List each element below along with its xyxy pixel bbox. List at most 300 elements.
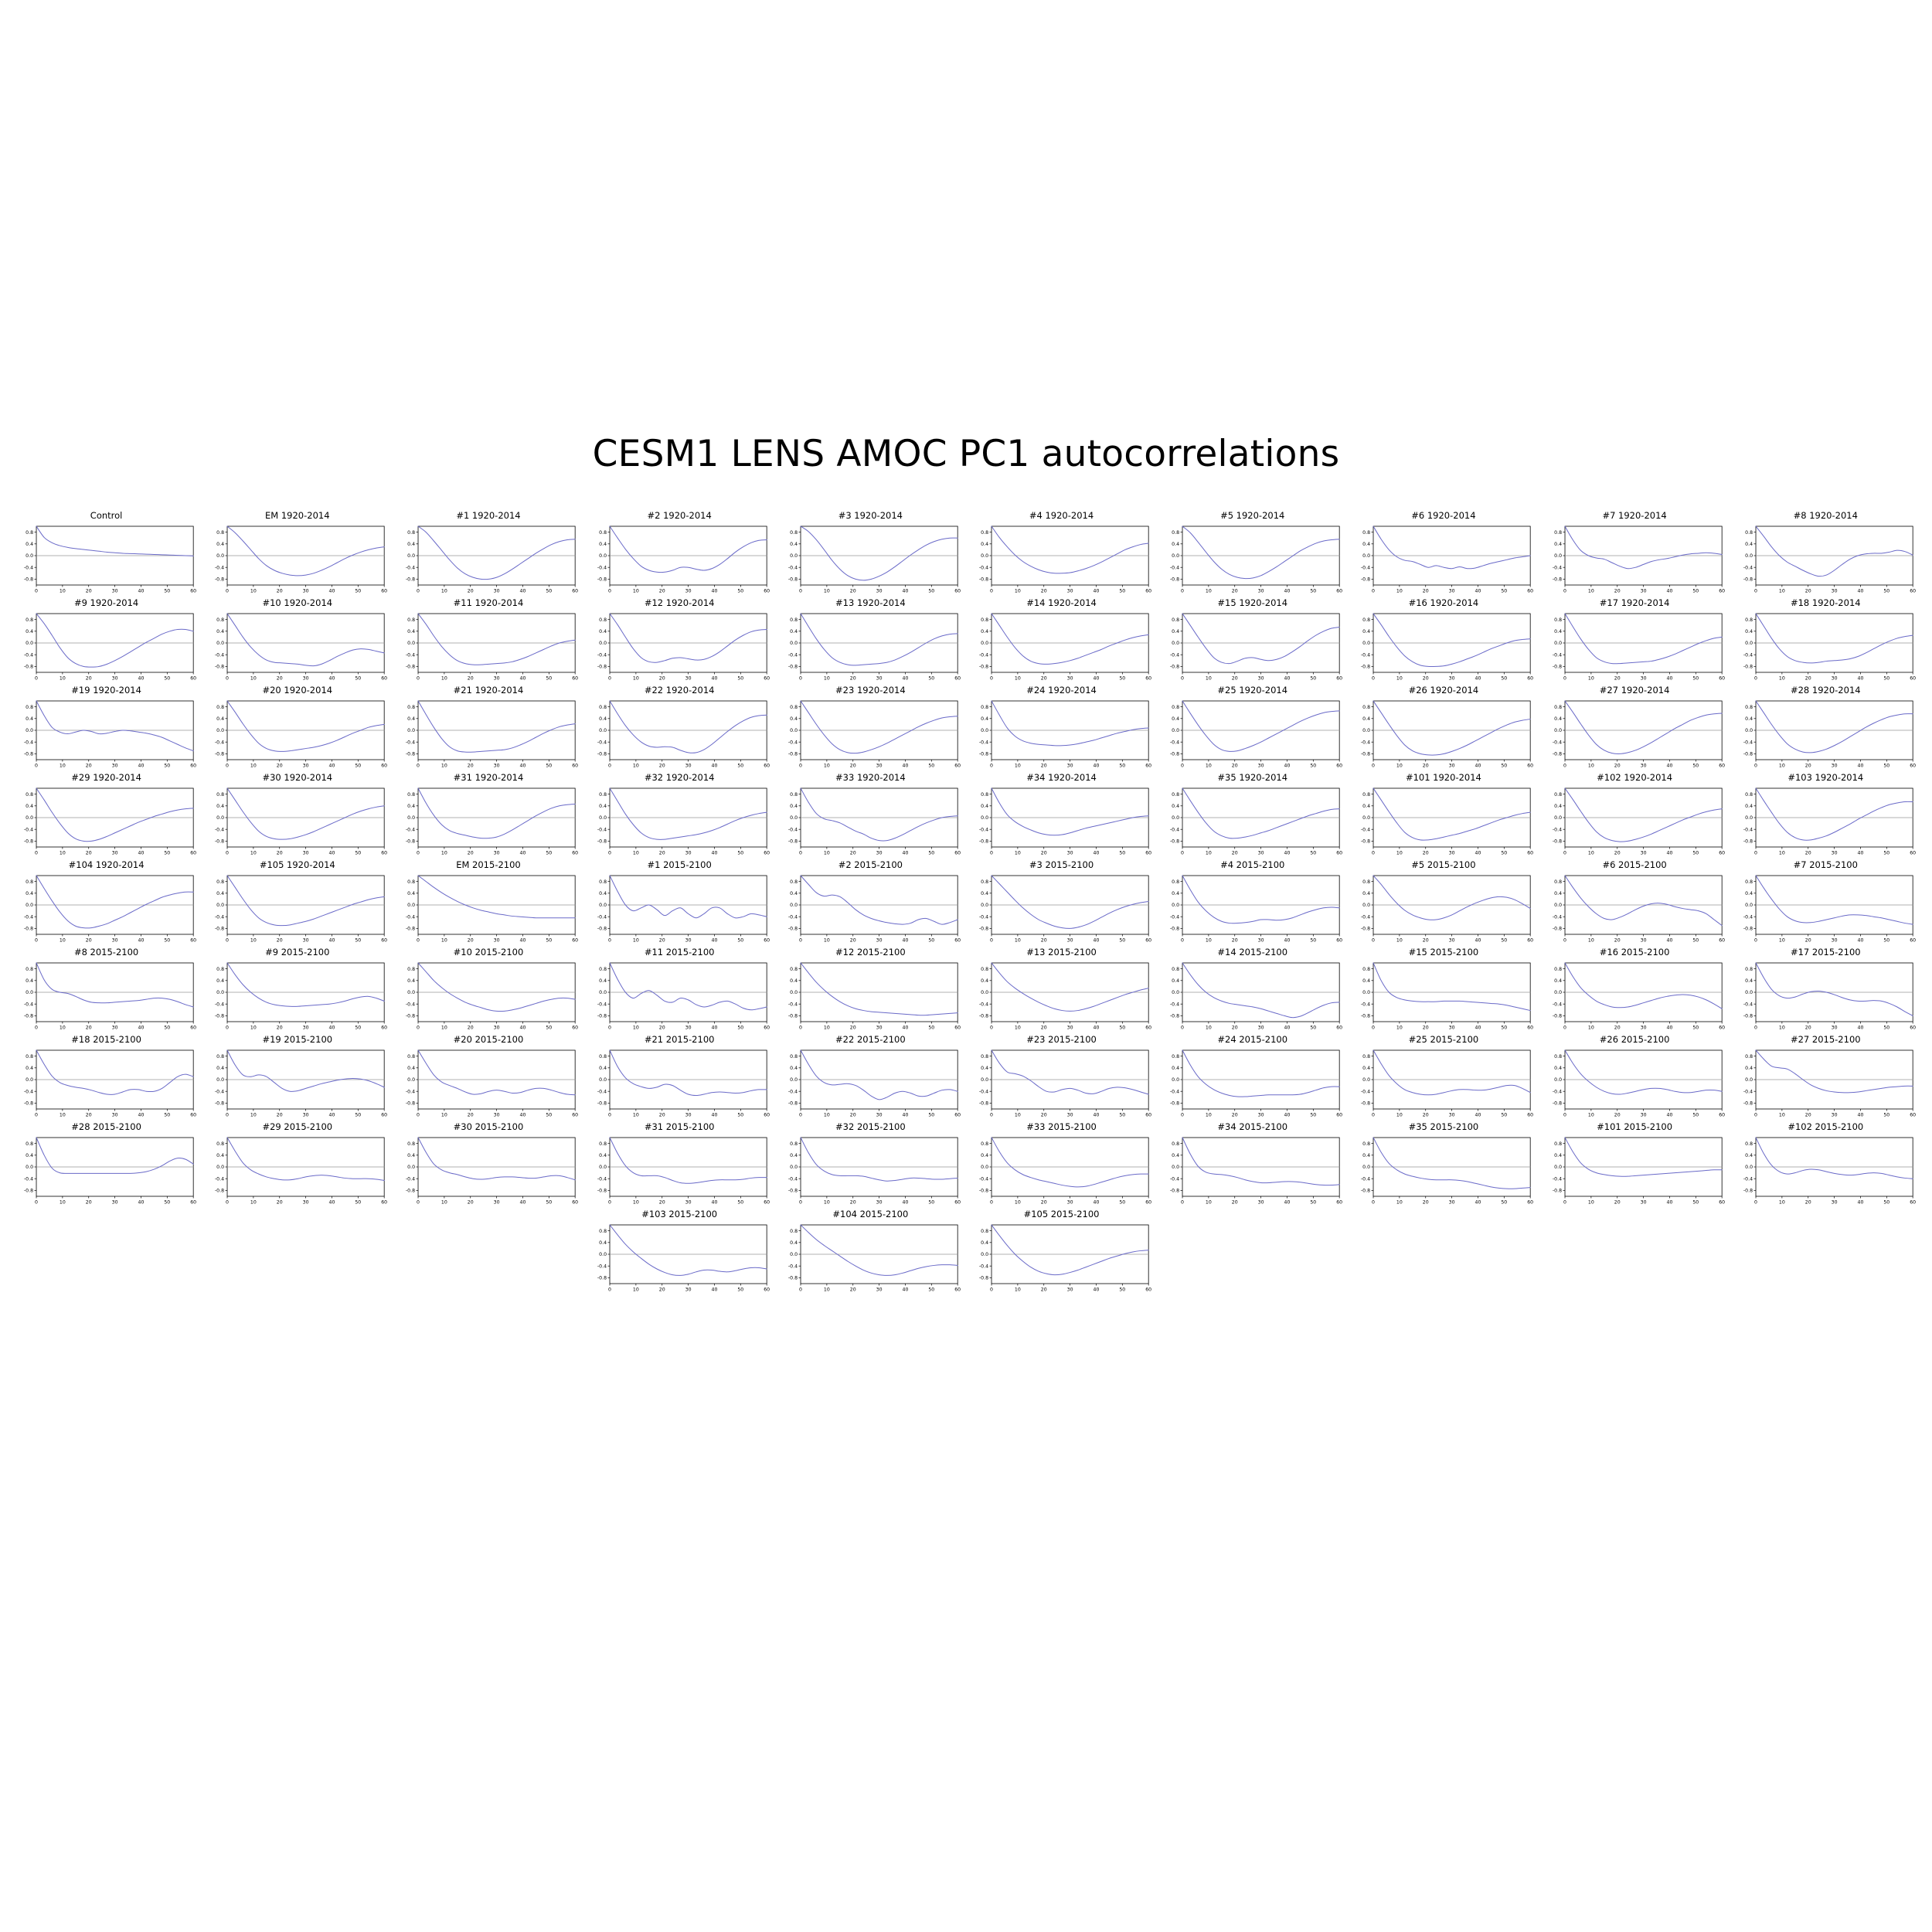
- svg-text:60: 60: [763, 588, 770, 594]
- svg-text:-0.8: -0.8: [978, 664, 988, 670]
- acf-panel[interactable]: [393, 772, 583, 859]
- acf-panel[interactable]: [1539, 1034, 1730, 1121]
- panel-plot-area[interactable]: [1159, 958, 1345, 1034]
- svg-text:0.8: 0.8: [981, 529, 988, 536]
- svg-text:0.0: 0.0: [26, 1165, 34, 1171]
- acf-panel[interactable]: [11, 859, 202, 947]
- panel-plot-area[interactable]: [777, 522, 964, 597]
- svg-text:60: 60: [763, 1199, 770, 1206]
- panel-plot-area[interactable]: [204, 696, 390, 772]
- acf-panel[interactable]: [202, 1034, 393, 1121]
- panel-plot-area[interactable]: [395, 871, 581, 947]
- acf-panel[interactable]: [1157, 772, 1348, 859]
- panel-plot-area[interactable]: [587, 1220, 773, 1296]
- acf-panel[interactable]: [393, 597, 583, 685]
- svg-text:0.4: 0.4: [598, 978, 607, 984]
- svg-text:40: 40: [138, 850, 145, 856]
- panel-title: #1 2015-2100: [647, 859, 712, 870]
- svg-text:10: 10: [823, 588, 830, 594]
- acf-panel[interactable]: [1348, 859, 1539, 947]
- panel-plot-area[interactable]: [204, 1046, 390, 1121]
- svg-text:0.4: 0.4: [789, 1066, 798, 1071]
- acf-panel[interactable]: [1730, 859, 1921, 947]
- acf-panel[interactable]: [966, 1034, 1157, 1121]
- svg-text:-0.8: -0.8: [1552, 1013, 1562, 1019]
- svg-text:0.4: 0.4: [1362, 804, 1371, 809]
- acf-panel[interactable]: [1157, 685, 1348, 772]
- svg-text:20: 20: [1231, 588, 1238, 594]
- svg-text:0.4: 0.4: [1172, 629, 1180, 634]
- acf-panel[interactable]: [584, 859, 775, 947]
- panel-plot-area[interactable]: [1542, 522, 1728, 597]
- acf-panel[interactable]: [1157, 947, 1348, 1034]
- panel-plot-area[interactable]: [395, 696, 581, 772]
- acf-panel[interactable]: [11, 597, 202, 685]
- panel-plot-area[interactable]: [1733, 522, 1919, 597]
- svg-text:40: 40: [328, 1199, 335, 1206]
- panel-title: Control: [90, 510, 123, 521]
- acf-panel[interactable]: [1539, 510, 1730, 597]
- panel-plot-area[interactable]: [968, 958, 1155, 1034]
- panel-title: #29 2015-2100: [262, 1121, 333, 1132]
- panel-plot-area[interactable]: [968, 522, 1155, 597]
- acf-panel[interactable]: [966, 1209, 1157, 1296]
- svg-text:0.4: 0.4: [981, 978, 988, 984]
- svg-text:10: 10: [1206, 675, 1212, 682]
- svg-text:40: 40: [902, 588, 909, 594]
- panel-plot-area[interactable]: [1350, 1046, 1536, 1121]
- acf-panel[interactable]: [1157, 510, 1348, 597]
- acf-panel[interactable]: [775, 1121, 966, 1209]
- svg-text:30: 30: [1066, 763, 1073, 769]
- svg-text:0.0: 0.0: [789, 990, 798, 996]
- panel-plot-area[interactable]: [777, 1133, 964, 1209]
- panel-plot-area[interactable]: [1350, 784, 1536, 859]
- panel-plot-area[interactable]: [968, 871, 1155, 947]
- svg-text:0: 0: [989, 588, 993, 594]
- panel-plot-area[interactable]: [204, 1133, 390, 1209]
- panel-plot-area[interactable]: [1542, 871, 1728, 947]
- panel-plot-area[interactable]: [13, 696, 199, 772]
- panel-plot-area[interactable]: [777, 784, 964, 859]
- panel-plot-area[interactable]: [587, 696, 773, 772]
- acf-panel[interactable]: [966, 597, 1157, 685]
- acf-panel[interactable]: [393, 947, 583, 1034]
- acf-panel[interactable]: [775, 685, 966, 772]
- panel-plot-area[interactable]: [1542, 958, 1728, 1034]
- svg-text:10: 10: [59, 588, 66, 594]
- panel-plot-area[interactable]: [1350, 871, 1536, 947]
- acf-panel[interactable]: [1730, 1121, 1921, 1209]
- panel-plot-area[interactable]: [1542, 696, 1728, 772]
- panel-plot-area[interactable]: [204, 871, 390, 947]
- svg-text:0.4: 0.4: [789, 629, 798, 634]
- acf-panel[interactable]: [1730, 510, 1921, 597]
- svg-text:0: 0: [1753, 675, 1757, 682]
- svg-text:20: 20: [849, 937, 856, 944]
- acf-panel[interactable]: [393, 859, 583, 947]
- svg-text:0: 0: [226, 588, 230, 594]
- acf-panel[interactable]: [393, 685, 583, 772]
- acf-panel[interactable]: [1539, 1121, 1730, 1209]
- svg-text:20: 20: [1040, 675, 1047, 682]
- svg-text:-0.8: -0.8: [1743, 1188, 1753, 1194]
- svg-text:50: 50: [1883, 937, 1889, 944]
- svg-text:40: 40: [138, 937, 145, 944]
- svg-text:60: 60: [1145, 1199, 1152, 1206]
- svg-text:0.8: 0.8: [1362, 1053, 1371, 1060]
- svg-text:0: 0: [798, 1199, 802, 1206]
- acf-panel[interactable]: [202, 597, 393, 685]
- svg-text:-0.8: -0.8: [787, 577, 798, 583]
- panel-plot-area[interactable]: [13, 1133, 199, 1209]
- svg-text:20: 20: [468, 937, 474, 944]
- svg-text:50: 50: [164, 1025, 171, 1031]
- panel-plot-area[interactable]: [587, 871, 773, 947]
- svg-text:0.8: 0.8: [1172, 791, 1180, 798]
- acf-panel[interactable]: [1539, 772, 1730, 859]
- svg-text:0.4: 0.4: [981, 716, 988, 722]
- svg-text:30: 30: [1448, 1025, 1455, 1031]
- acf-panel[interactable]: [1730, 685, 1921, 772]
- svg-text:0.0: 0.0: [981, 1252, 988, 1258]
- svg-text:0.8: 0.8: [26, 966, 34, 972]
- acf-panel[interactable]: [393, 1121, 583, 1209]
- acf-panel[interactable]: [775, 947, 966, 1034]
- svg-text:0.4: 0.4: [216, 629, 225, 634]
- svg-text:0.4: 0.4: [216, 716, 225, 722]
- panel-plot-area[interactable]: [968, 609, 1155, 685]
- svg-text:50: 50: [164, 675, 171, 682]
- acf-panel[interactable]: [1730, 947, 1921, 1034]
- svg-text:60: 60: [1145, 675, 1152, 682]
- svg-text:0.8: 0.8: [216, 791, 225, 798]
- svg-text:50: 50: [736, 1112, 743, 1118]
- acf-panel[interactable]: [584, 1121, 775, 1209]
- svg-text:-0.8: -0.8: [978, 1013, 988, 1019]
- acf-panel[interactable]: [775, 859, 966, 947]
- acf-panel[interactable]: [1348, 685, 1539, 772]
- acf-panel[interactable]: [1348, 510, 1539, 597]
- svg-text:50: 50: [736, 1199, 743, 1206]
- panel-plot-area[interactable]: [777, 609, 964, 685]
- acf-panel[interactable]: [775, 1209, 966, 1296]
- svg-text:0: 0: [1372, 850, 1376, 856]
- panel-plot-area[interactable]: [1733, 696, 1919, 772]
- acf-panel[interactable]: [1348, 947, 1539, 1034]
- svg-text:20: 20: [849, 763, 856, 769]
- svg-text:-0.4: -0.4: [597, 914, 607, 920]
- panel-plot-area[interactable]: [1159, 1133, 1345, 1209]
- svg-text:-0.8: -0.8: [1743, 838, 1753, 845]
- svg-text:40: 40: [711, 850, 717, 856]
- svg-text:20: 20: [276, 1112, 283, 1118]
- panel-plot-area[interactable]: [1542, 609, 1728, 685]
- panel-plot-area[interactable]: [395, 958, 581, 1034]
- acf-panel[interactable]: [584, 597, 775, 685]
- acf-panel[interactable]: [1157, 597, 1348, 685]
- panel-title: EM 1920-2014: [265, 510, 330, 521]
- svg-text:0.8: 0.8: [1362, 704, 1371, 710]
- panel-plot-area[interactable]: [968, 784, 1155, 859]
- acf-panel[interactable]: [11, 510, 202, 597]
- svg-text:30: 30: [302, 675, 309, 682]
- svg-text:0.0: 0.0: [789, 641, 798, 647]
- svg-text:-0.4: -0.4: [1170, 740, 1180, 746]
- panel-plot-area[interactable]: [777, 696, 964, 772]
- svg-text:40: 40: [902, 1112, 909, 1118]
- svg-text:0.4: 0.4: [1172, 716, 1180, 722]
- acf-panel[interactable]: [11, 1034, 202, 1121]
- svg-text:0: 0: [1753, 763, 1757, 769]
- panel-plot-area[interactable]: [777, 958, 964, 1034]
- panel-plot-area[interactable]: [395, 522, 581, 597]
- acf-panel[interactable]: [1730, 1034, 1921, 1121]
- panel-plot-area[interactable]: [13, 871, 199, 947]
- svg-text:0.4: 0.4: [407, 804, 416, 809]
- panel-plot-area[interactable]: [13, 1046, 199, 1121]
- svg-text:0: 0: [798, 850, 802, 856]
- panel-plot-area[interactable]: [1733, 1046, 1919, 1121]
- acf-panel[interactable]: [966, 1121, 1157, 1209]
- panel-plot-area[interactable]: [1350, 696, 1536, 772]
- panel-plot-area[interactable]: [1350, 958, 1536, 1034]
- svg-text:-0.8: -0.8: [215, 664, 225, 670]
- acf-panel[interactable]: [202, 859, 393, 947]
- acf-panel[interactable]: [966, 510, 1157, 597]
- acf-panel[interactable]: [775, 510, 966, 597]
- panel-plot-area[interactable]: [204, 784, 390, 859]
- svg-text:40: 40: [711, 763, 717, 769]
- svg-text:0.4: 0.4: [598, 629, 607, 634]
- svg-text:-0.8: -0.8: [406, 1188, 416, 1194]
- panel-plot-area[interactable]: [968, 696, 1155, 772]
- svg-text:50: 50: [1883, 763, 1889, 769]
- panel-row: [11, 685, 1921, 772]
- svg-text:60: 60: [1336, 850, 1343, 856]
- acf-panel[interactable]: [11, 947, 202, 1034]
- svg-text:-0.8: -0.8: [23, 1013, 34, 1019]
- acf-panel[interactable]: [393, 510, 583, 597]
- svg-text:0: 0: [35, 763, 38, 769]
- acf-panel[interactable]: [966, 859, 1157, 947]
- acf-panel[interactable]: [393, 1034, 583, 1121]
- svg-text:0.8: 0.8: [1362, 529, 1371, 536]
- svg-text:40: 40: [138, 763, 145, 769]
- panel-plot-area[interactable]: [968, 1046, 1155, 1121]
- acf-panel[interactable]: [1348, 772, 1539, 859]
- acf-panel[interactable]: [775, 597, 966, 685]
- panel-plot-area[interactable]: [587, 1133, 773, 1209]
- svg-text:60: 60: [1527, 763, 1534, 769]
- panel-plot-area[interactable]: [1542, 784, 1728, 859]
- acf-panel[interactable]: [966, 947, 1157, 1034]
- panel-plot-area[interactable]: [1733, 609, 1919, 685]
- svg-text:10: 10: [1587, 675, 1594, 682]
- panel-plot-area[interactable]: [204, 522, 390, 597]
- panel-plot-area[interactable]: [1542, 1133, 1728, 1209]
- svg-text:60: 60: [572, 588, 579, 594]
- panel-plot-area[interactable]: [1733, 871, 1919, 947]
- svg-text:-0.4: -0.4: [1743, 914, 1753, 920]
- acf-panel[interactable]: [202, 1121, 393, 1209]
- svg-text:0.4: 0.4: [216, 804, 225, 809]
- svg-text:20: 20: [1614, 763, 1621, 769]
- panel-title: #10 2015-2100: [453, 947, 524, 957]
- svg-text:50: 50: [164, 1112, 171, 1118]
- acf-panel[interactable]: [966, 772, 1157, 859]
- acf-panel[interactable]: [584, 947, 775, 1034]
- panel-plot-area[interactable]: [1733, 958, 1919, 1034]
- panel-plot-area[interactable]: [13, 784, 199, 859]
- panel-plot-area[interactable]: [13, 609, 199, 685]
- svg-text:0.4: 0.4: [216, 1066, 225, 1071]
- svg-text:50: 50: [355, 1199, 362, 1206]
- panel-plot-area[interactable]: [777, 1220, 964, 1296]
- panel-plot-area[interactable]: [968, 1133, 1155, 1209]
- svg-text:40: 40: [902, 675, 909, 682]
- acf-panel[interactable]: [1157, 859, 1348, 947]
- panel-plot-area[interactable]: [777, 1046, 964, 1121]
- svg-text:20: 20: [849, 1287, 856, 1293]
- svg-text:0.0: 0.0: [1744, 815, 1753, 821]
- svg-text:-0.8: -0.8: [978, 1188, 988, 1194]
- svg-text:0.4: 0.4: [26, 804, 34, 809]
- panel-plot-area[interactable]: [1159, 609, 1345, 685]
- svg-text:0.4: 0.4: [1362, 542, 1371, 547]
- acf-panel[interactable]: [202, 947, 393, 1034]
- acf-panel[interactable]: [1539, 859, 1730, 947]
- svg-text:0.4: 0.4: [407, 1066, 416, 1071]
- panel-plot-area[interactable]: [1159, 522, 1345, 597]
- panel-plot-area[interactable]: [587, 522, 773, 597]
- panel-plot-area[interactable]: [587, 784, 773, 859]
- panel-plot-area[interactable]: [13, 958, 199, 1034]
- panel-plot-area[interactable]: [1159, 1046, 1345, 1121]
- panel-title: #23 2015-2100: [1026, 1034, 1097, 1045]
- acf-panel[interactable]: [1539, 685, 1730, 772]
- svg-text:30: 30: [1066, 850, 1073, 856]
- panel-plot-area[interactable]: [1733, 784, 1919, 859]
- acf-panel[interactable]: [584, 510, 775, 597]
- panel-plot-area[interactable]: [777, 871, 964, 947]
- svg-text:50: 50: [1501, 1025, 1508, 1031]
- acf-panel[interactable]: [584, 1034, 775, 1121]
- acf-panel[interactable]: [1730, 597, 1921, 685]
- svg-text:10: 10: [1206, 763, 1212, 769]
- acf-panel[interactable]: [1348, 597, 1539, 685]
- panel-plot-area[interactable]: [1350, 609, 1536, 685]
- panel-plot-area[interactable]: [395, 1133, 581, 1209]
- acf-panel[interactable]: [1348, 1121, 1539, 1209]
- acf-panel[interactable]: [584, 685, 775, 772]
- svg-text:40: 40: [328, 588, 335, 594]
- svg-text:-0.4: -0.4: [597, 652, 607, 658]
- svg-text:10: 10: [250, 588, 257, 594]
- svg-text:0.8: 0.8: [26, 879, 34, 885]
- panel-plot-area[interactable]: [1159, 784, 1345, 859]
- acf-panel[interactable]: [202, 510, 393, 597]
- svg-text:30: 30: [876, 937, 883, 944]
- svg-text:-0.8: -0.8: [787, 838, 798, 845]
- acf-panel[interactable]: [584, 772, 775, 859]
- svg-text:40: 40: [519, 763, 526, 769]
- svg-text:0.8: 0.8: [1553, 1053, 1562, 1060]
- panel-title: #20 2015-2100: [453, 1034, 524, 1045]
- acf-panel[interactable]: [1348, 1034, 1539, 1121]
- panel-plot-area[interactable]: [204, 609, 390, 685]
- acf-panel[interactable]: [1157, 1034, 1348, 1121]
- svg-text:50: 50: [1501, 763, 1508, 769]
- panel-plot-area[interactable]: [395, 609, 581, 685]
- svg-text:0: 0: [35, 588, 38, 594]
- panel-plot-area[interactable]: [587, 1046, 773, 1121]
- svg-text:60: 60: [572, 850, 579, 856]
- panel-plot-area[interactable]: [968, 1220, 1155, 1296]
- svg-text:0: 0: [1372, 675, 1376, 682]
- acf-panel[interactable]: [202, 772, 393, 859]
- svg-text:10: 10: [1206, 1112, 1212, 1118]
- panel-title: #31 1920-2014: [453, 772, 524, 783]
- svg-text:0.4: 0.4: [1362, 1066, 1371, 1071]
- svg-text:10: 10: [1778, 850, 1785, 856]
- panel-plot-area[interactable]: [204, 958, 390, 1034]
- svg-text:60: 60: [190, 588, 197, 594]
- panel-plot-area[interactable]: [587, 958, 773, 1034]
- acf-panel[interactable]: [1539, 947, 1730, 1034]
- svg-text:60: 60: [190, 675, 197, 682]
- svg-text:0: 0: [35, 1199, 38, 1206]
- svg-text:60: 60: [1336, 937, 1343, 944]
- acf-panel[interactable]: [202, 685, 393, 772]
- svg-text:20: 20: [1614, 937, 1621, 944]
- svg-text:20: 20: [468, 675, 474, 682]
- acf-panel[interactable]: [11, 685, 202, 772]
- svg-text:20: 20: [849, 675, 856, 682]
- panel-plot-area[interactable]: [1350, 1133, 1536, 1209]
- panel-plot-area[interactable]: [1159, 871, 1345, 947]
- panel-plot-area[interactable]: [1542, 1046, 1728, 1121]
- panel-plot-area[interactable]: [587, 609, 773, 685]
- acf-panel[interactable]: [1157, 1121, 1348, 1209]
- panel-plot-area[interactable]: [395, 1046, 581, 1121]
- acf-panel[interactable]: [966, 685, 1157, 772]
- panel-title: #22 1920-2014: [644, 685, 715, 696]
- svg-text:-0.8: -0.8: [406, 926, 416, 932]
- svg-text:-0.8: -0.8: [978, 577, 988, 583]
- acf-panel[interactable]: [1730, 772, 1921, 859]
- svg-text:0.4: 0.4: [598, 542, 607, 547]
- panel-plot-area[interactable]: [13, 522, 199, 597]
- svg-text:0.8: 0.8: [407, 791, 416, 798]
- acf-panel[interactable]: [11, 1121, 202, 1209]
- panel-plot-area[interactable]: [1350, 522, 1536, 597]
- panel-plot-area[interactable]: [1733, 1133, 1919, 1209]
- panel-plot-area[interactable]: [395, 784, 581, 859]
- acf-panel[interactable]: [584, 1209, 775, 1296]
- panel-plot-area[interactable]: [1159, 696, 1345, 772]
- acf-panel[interactable]: [11, 772, 202, 859]
- svg-text:-0.4: -0.4: [597, 740, 607, 746]
- acf-panel[interactable]: [775, 772, 966, 859]
- acf-panel[interactable]: [1539, 597, 1730, 685]
- svg-text:0: 0: [417, 1025, 420, 1031]
- svg-text:-0.4: -0.4: [1552, 740, 1562, 746]
- svg-text:0.0: 0.0: [1362, 728, 1371, 734]
- svg-text:20: 20: [1040, 1287, 1047, 1293]
- acf-panel[interactable]: [775, 1034, 966, 1121]
- svg-text:-0.8: -0.8: [597, 1275, 607, 1281]
